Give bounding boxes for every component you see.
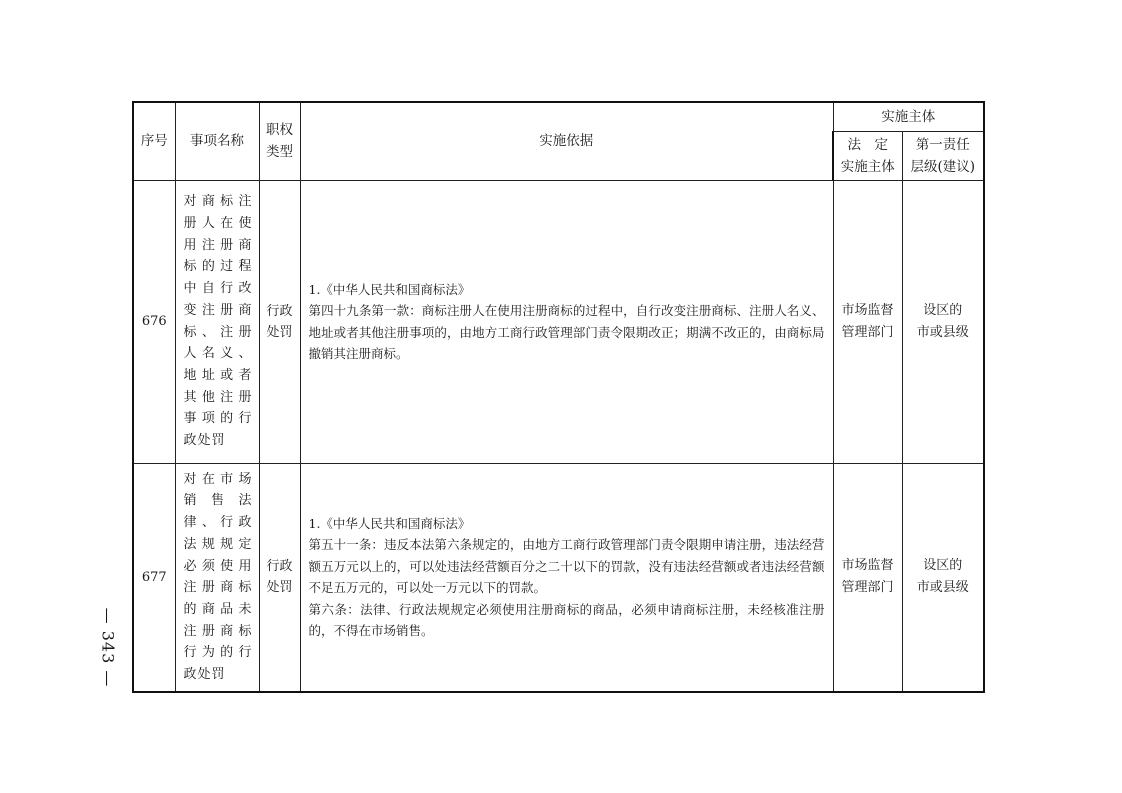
basis-clause: 第五十一条：违反本法第六条规定的，由地方工商行政管理部门责令限期申请注册，违法经营额五万元以上的，可以处违法经营额百分之二十以下的罚款，没有违法经营额或者违法经营额不足五万元的，可以处一万元以下的罚款。 [308,537,825,596]
row-legal-subject: 市场监督 管理部门 [833,463,902,692]
row-first-level: 设区的 市或县级 [902,463,984,692]
header-item-name: 事项名称 [175,102,259,180]
basis-clause: 第四十九条第一款：商标注册人在使用注册商标的过程中，自行改变注册商标、注册人名义、地址或者其他注册事项的，由地方工商行政管理部门责令限期改正；期满不改正的，由商标局撤销其注册商标。 [308,303,825,361]
row-first-level: 设区的 市或县级 [902,180,984,463]
page-number-text: — 343 — [98,607,118,688]
basis-law-title: 1.《中华人民共和国商标法》 [308,515,471,531]
header-legal-subject: 法 定 实施主体 [833,131,902,180]
row-item-name: 对商标注册人在使用注册商标的过程中自行改变注册商标、注册人名义、地址或者其他注册事项的行政处罚 [175,180,259,463]
header-row [133,102,984,131]
row-power-type: 行政 处罚 [259,463,300,692]
basis-clause: 第六条：法律、行政法规规定必须使用注册商标的商品，必须申请商标注册，未经核准注册的，不得在市场销售。 [308,601,825,639]
header-seq: 序号 [133,102,175,180]
row-power-type: 行政 处罚 [259,180,300,463]
header-first-level: 第一责任 层级(建议) [902,131,984,180]
row-legal-subject: 市场监督 管理部门 [833,180,902,463]
header-basis: 实施依据 [300,102,833,180]
basis-law-title: 1.《中华人民共和国商标法》 [308,281,471,297]
row-seq: 676 [133,180,175,463]
header-subject-group: 实施主体 [833,102,984,131]
page-number [93,600,119,700]
row-seq: 677 [133,463,175,692]
records-table [132,101,985,693]
table-row [133,463,984,692]
header-power-type: 职权类型 [259,102,300,180]
table-row [133,180,984,463]
row-item-name: 对在市场销售法律、行政法规规定必须使用注册商标的商品未注册商标行为的行政处罚 [175,463,259,692]
row-basis [300,463,833,692]
row-basis [300,180,833,463]
